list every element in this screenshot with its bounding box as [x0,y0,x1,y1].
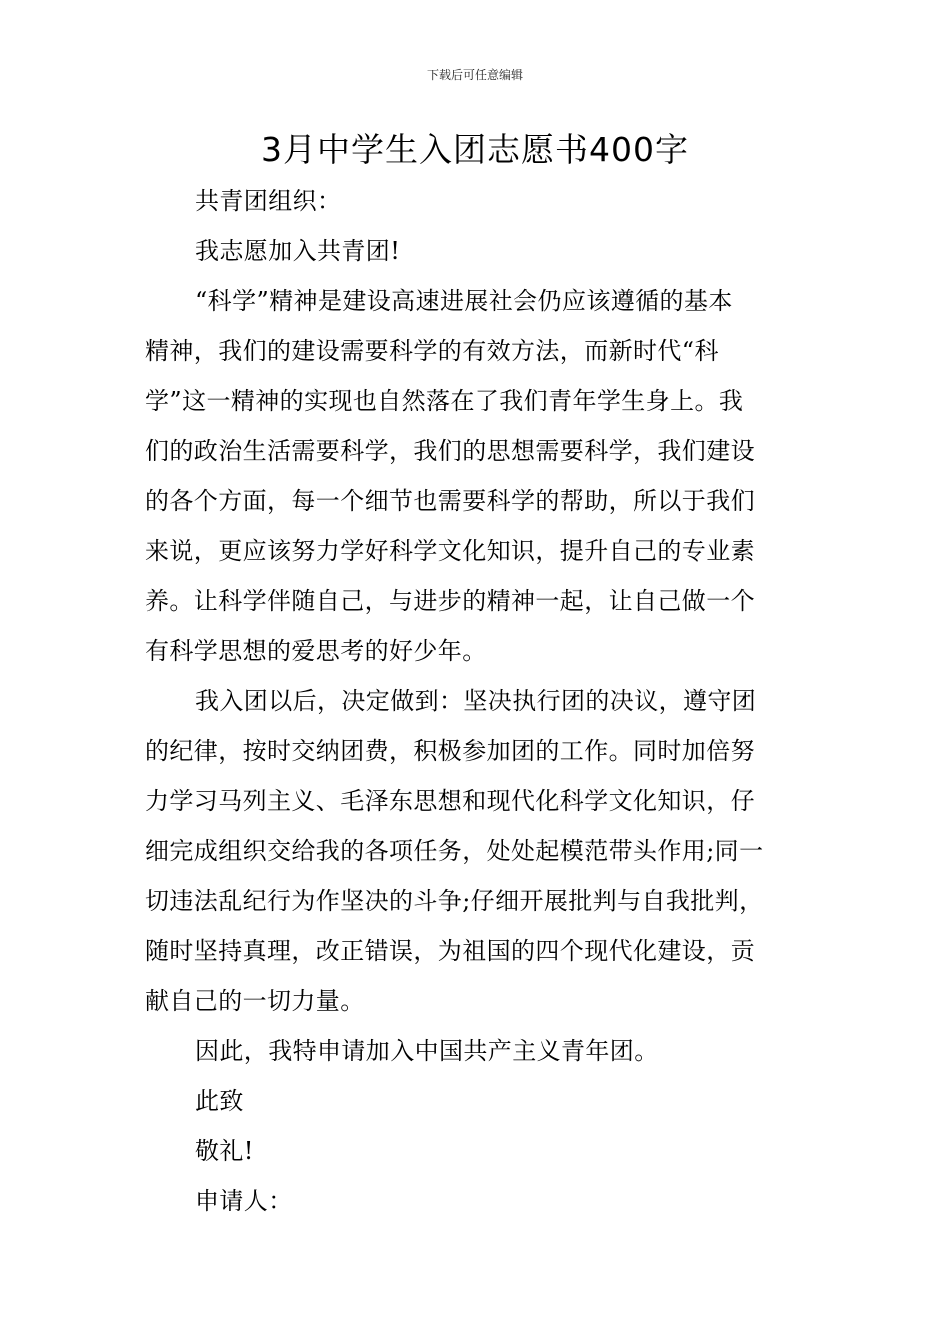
signature-label: 申请人： [195,1187,293,1215]
intro-line: 我志愿加入共青团! [195,237,401,265]
paragraph-line: 的各个方面，每一个细节也需要科学的帮助，所以于我们 [145,487,755,515]
header-note: 下载后可任意编辑 [426,68,523,82]
paragraph-line: 我入团以后，决定做到：坚决执行团的决议，遵守团 [195,687,757,715]
closing-ci-zhi: 此致 [195,1087,244,1115]
paragraph-line: 们的政治生活需要科学，我们的思想需要科学，我们建设 [145,437,755,465]
paragraph-line: 献自己的一切力量。 [145,987,365,1015]
paragraph-commitments [145,676,805,1026]
paragraph-line: 养。让科学伴随自己，与进步的精神一起，让自己做一个 [145,587,755,615]
paragraph-line: 细完成组织交给我的各项任务，处处起模范带头作用;同一 [145,837,764,865]
paragraph-line: “科学”精神是建设高速进展社会仍应该遵循的基本 [195,287,733,315]
paragraph-line: 来说，更应该努力学好科学文化知识，提升自己的专业素 [145,537,755,565]
salutation: 共青团组织： [195,187,342,215]
paragraph-science [145,276,805,676]
letter-body [145,176,805,1226]
paragraph-line: 随时坚持真理，改正错误，为祖国的四个现代化建设，贡 [145,937,755,965]
paragraph-line: 的纪律，按时交纳团费，积极参加团的工作。同时加倍努 [145,737,755,765]
paragraph-line: 学”这一精神的实现也自然落在了我们青年学生身上。我 [145,387,744,415]
document-title: 3月中学生入团志愿书400字 [261,130,689,169]
paragraph-line: 切违法乱纪行为作坚决的斗争;仔细开展批判与自我批判， [145,887,764,915]
paragraph-line: 力学习马列主义、毛泽东思想和现代化科学文化知识，仔 [145,787,755,815]
paragraph-line: 精神，我们的建设需要科学的有效方法，而新时代“科 [145,337,719,365]
closing-jing-li: 敬礼! [195,1137,254,1165]
closing-statement: 因此，我特申请加入中国共产主义青年团。 [195,1037,659,1065]
paragraph-line: 有科学思想的爱思考的好少年。 [145,637,487,665]
